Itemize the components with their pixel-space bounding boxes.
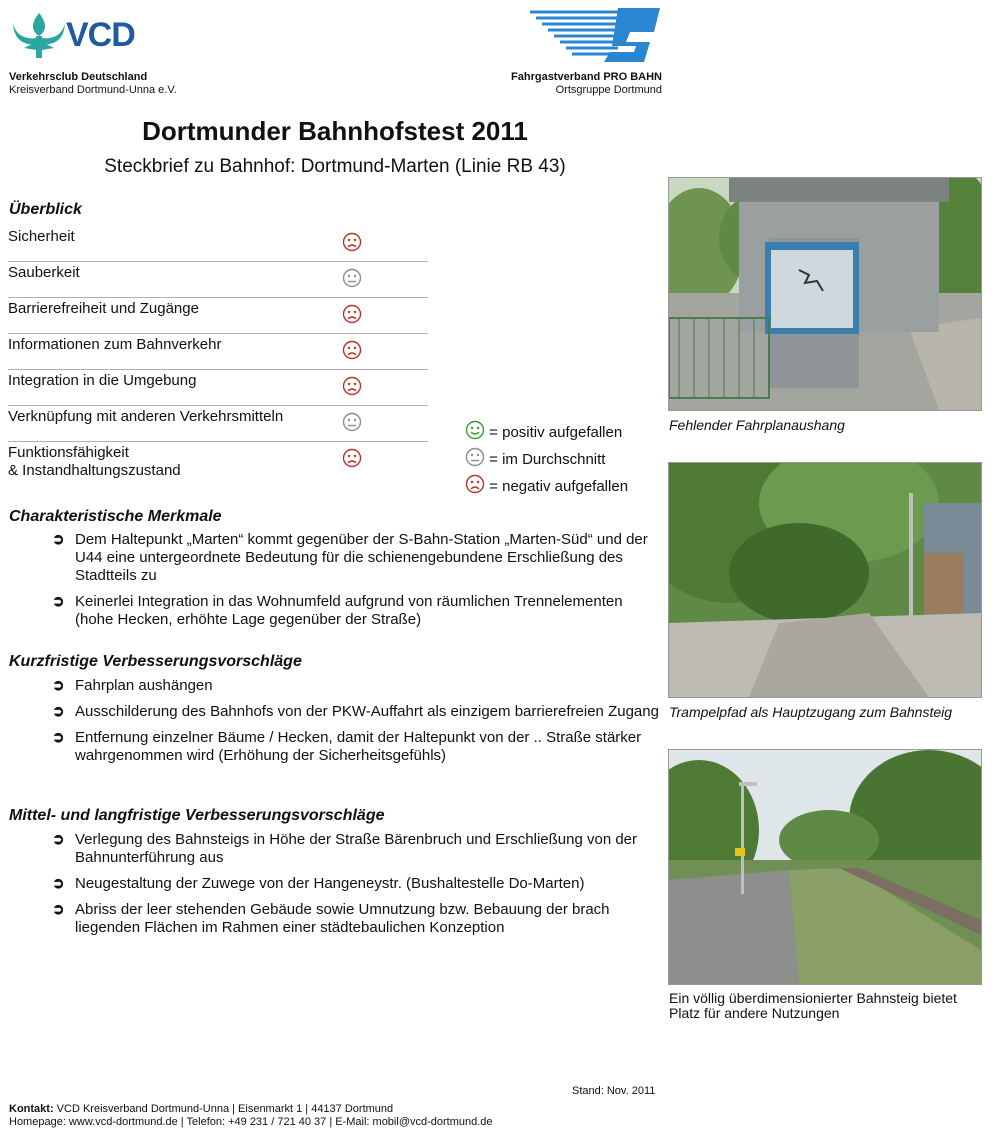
rating-row-sauberkeit bbox=[8, 261, 428, 298]
rating-row-barrierefreiheit bbox=[8, 297, 428, 334]
neutral-smiley-icon bbox=[342, 412, 362, 436]
arrow-bullet-icon: ➲ bbox=[52, 901, 65, 918]
legend-neutral-text: = im Durchschnitt bbox=[489, 451, 606, 468]
photo-footpath bbox=[668, 462, 982, 698]
neutral-smiley-icon bbox=[465, 447, 485, 471]
rating-row-funktionsfaehigkeit bbox=[8, 441, 428, 483]
list-item bbox=[52, 593, 660, 629]
probahn-org-line1: Fahrgastverband PRO BAHN bbox=[511, 71, 662, 83]
list-item-text: Neugestaltung der Zuwege von der Hangeneystr. (Bushaltestelle Do-Marten) bbox=[75, 875, 585, 892]
arrow-bullet-icon: ➲ bbox=[52, 677, 65, 694]
legend-positive bbox=[465, 420, 622, 444]
rating-label: Verknüpfung mit anderen Verkehrsmitteln bbox=[8, 408, 284, 425]
probahn-logo bbox=[530, 6, 662, 64]
photo-shelter bbox=[668, 177, 982, 411]
probahn-emblem-icon bbox=[530, 6, 662, 64]
list-item bbox=[52, 831, 660, 867]
photo-platform-image bbox=[669, 750, 981, 984]
arrow-bullet-icon: ➲ bbox=[52, 729, 65, 746]
footer-contact bbox=[9, 1103, 493, 1129]
rating-row-verknuepfung bbox=[8, 405, 428, 442]
page-title: Dortmunder Bahnhofstest 2011 bbox=[142, 116, 528, 146]
arrow-bullet-icon: ➲ bbox=[52, 831, 65, 848]
list-item-text: Keinerlei Integration in das Wohnumfeld aufgrund von räumlichen Trennelementen (hohe Hecken, erhöhte Lage gegenüber der Straße) bbox=[75, 593, 623, 628]
negative-smiley-icon bbox=[342, 304, 362, 328]
footer-kontakt-line bbox=[9, 1103, 493, 1116]
rating-label: Informationen zum Bahnverkehr bbox=[8, 336, 222, 353]
vcd-logo bbox=[10, 10, 160, 62]
characteristics-list bbox=[52, 531, 660, 637]
list-item bbox=[52, 901, 660, 937]
overview-heading: Überblick bbox=[9, 201, 82, 218]
vcd-org-line1: Verkehrsclub Deutschland bbox=[9, 71, 148, 83]
rating-row-sicherheit bbox=[8, 225, 428, 262]
rating-label-line2: & Instandhaltungszustand bbox=[8, 462, 181, 479]
rating-label: Integration in die Umgebung bbox=[8, 372, 197, 389]
negative-smiley-icon bbox=[465, 474, 485, 498]
list-item-text: Dem Haltepunkt „Marten“ kommt gegenüber der S-Bahn-Station „Marten-Süd“ und der U44 eine untergeordnete Bedeutung für die schienengebundene Erschließung des Stadtteils zu bbox=[75, 531, 648, 584]
list-item-text: Entfernung einzelner Bäume / Hecken, damit der Haltepunkt von der .. Straße stärker wahrgenommen wird (Erhöhung der Sicherheitsgefühls) bbox=[75, 729, 642, 764]
vcd-emblem-icon bbox=[10, 10, 70, 60]
list-item bbox=[52, 875, 660, 893]
rating-label-line1: Funktionsfähigkeit bbox=[8, 444, 129, 461]
legend-positive-text: = positiv aufgefallen bbox=[489, 424, 623, 441]
photo-platform bbox=[668, 749, 982, 985]
list-item-text: Verlegung des Bahnsteigs in Höhe der Straße Bärenbruch und Erschließung von der Bahnunterführung aus bbox=[75, 831, 638, 866]
photo-platform-caption-line1: Ein völlig überdimensionierter Bahnsteig bietet bbox=[669, 990, 957, 1006]
photo-shelter-caption: Fehlender Fahrplanaushang bbox=[669, 417, 845, 433]
negative-smiley-icon bbox=[342, 448, 362, 472]
rating-row-integration bbox=[8, 369, 428, 406]
list-item bbox=[52, 677, 660, 695]
page-subtitle: Steckbrief zu Bahnhof: Dortmund-Marten (Linie RB 43) bbox=[104, 156, 566, 177]
footer-kontakt-label: Kontakt: bbox=[9, 1103, 54, 1115]
arrow-bullet-icon: ➲ bbox=[52, 531, 65, 548]
short-term-list bbox=[52, 677, 660, 773]
rating-label: Barrierefreiheit und Zugänge bbox=[8, 300, 199, 317]
list-item bbox=[52, 729, 660, 765]
footer-kontakt-text: VCD Kreisverband Dortmund-Unna | Eisenmarkt 1 | 44137 Dortmund bbox=[53, 1103, 394, 1115]
arrow-bullet-icon: ➲ bbox=[52, 875, 65, 892]
legend-neutral bbox=[465, 447, 605, 471]
long-term-list bbox=[52, 831, 660, 945]
characteristics-heading: Charakteristische Merkmale bbox=[9, 508, 222, 525]
footer-homepage-line: Homepage: www.vcd-dortmund.de | Telefon: +49 231 / 721 40 37 | E-Mail: mobil@vcd-dortmund.de bbox=[9, 1116, 493, 1128]
rating-row-informationen bbox=[8, 333, 428, 370]
short-term-heading: Kurzfristige Verbesserungsvorschläge bbox=[9, 653, 302, 670]
vcd-org-name bbox=[9, 71, 177, 97]
legend-negative bbox=[465, 474, 628, 498]
arrow-bullet-icon: ➲ bbox=[52, 703, 65, 720]
list-item-text: Fahrplan aushängen bbox=[75, 677, 213, 694]
probahn-org-name bbox=[462, 71, 662, 97]
positive-smiley-icon bbox=[465, 420, 485, 444]
legend-negative-text: = negativ aufgefallen bbox=[489, 478, 629, 495]
rating-label: Sicherheit bbox=[8, 228, 75, 245]
neutral-smiley-icon bbox=[342, 268, 362, 292]
photo-shelter-image bbox=[669, 178, 981, 410]
list-item bbox=[52, 531, 660, 585]
rating-label: Sauberkeit bbox=[8, 264, 80, 281]
photo-footpath-caption: Trampelpfad als Hauptzugang zum Bahnsteig bbox=[669, 704, 953, 720]
photo-footpath-image bbox=[669, 463, 981, 697]
stand-date: Stand: Nov. 2011 bbox=[572, 1085, 656, 1097]
vcd-logo-text: VCD bbox=[66, 16, 135, 54]
negative-smiley-icon bbox=[342, 340, 362, 364]
long-term-heading: Mittel- und langfristige Verbesserungsvorschläge bbox=[9, 807, 385, 824]
list-item bbox=[52, 703, 660, 721]
rating-label bbox=[8, 444, 181, 480]
list-item-text: Abriss der leer stehenden Gebäude sowie Umnutzung bzw. Bebauung der brach liegenden Flächen im Rahmen einer städtebaulichen Konzeption bbox=[75, 901, 610, 936]
arrow-bullet-icon: ➲ bbox=[52, 593, 65, 610]
probahn-org-line2: Ortsgruppe Dortmund bbox=[555, 84, 662, 96]
negative-smiley-icon bbox=[342, 376, 362, 400]
photo-platform-caption-line2: Platz für andere Nutzungen bbox=[669, 1005, 840, 1021]
negative-smiley-icon bbox=[342, 232, 362, 256]
photo-platform-caption bbox=[669, 991, 957, 1021]
list-item-text: Ausschilderung des Bahnhofs von der PKW-Auffahrt als einzigem barrierefreien Zugang bbox=[75, 703, 659, 720]
vcd-org-line2: Kreisverband Dortmund-Unna e.V. bbox=[9, 84, 177, 96]
